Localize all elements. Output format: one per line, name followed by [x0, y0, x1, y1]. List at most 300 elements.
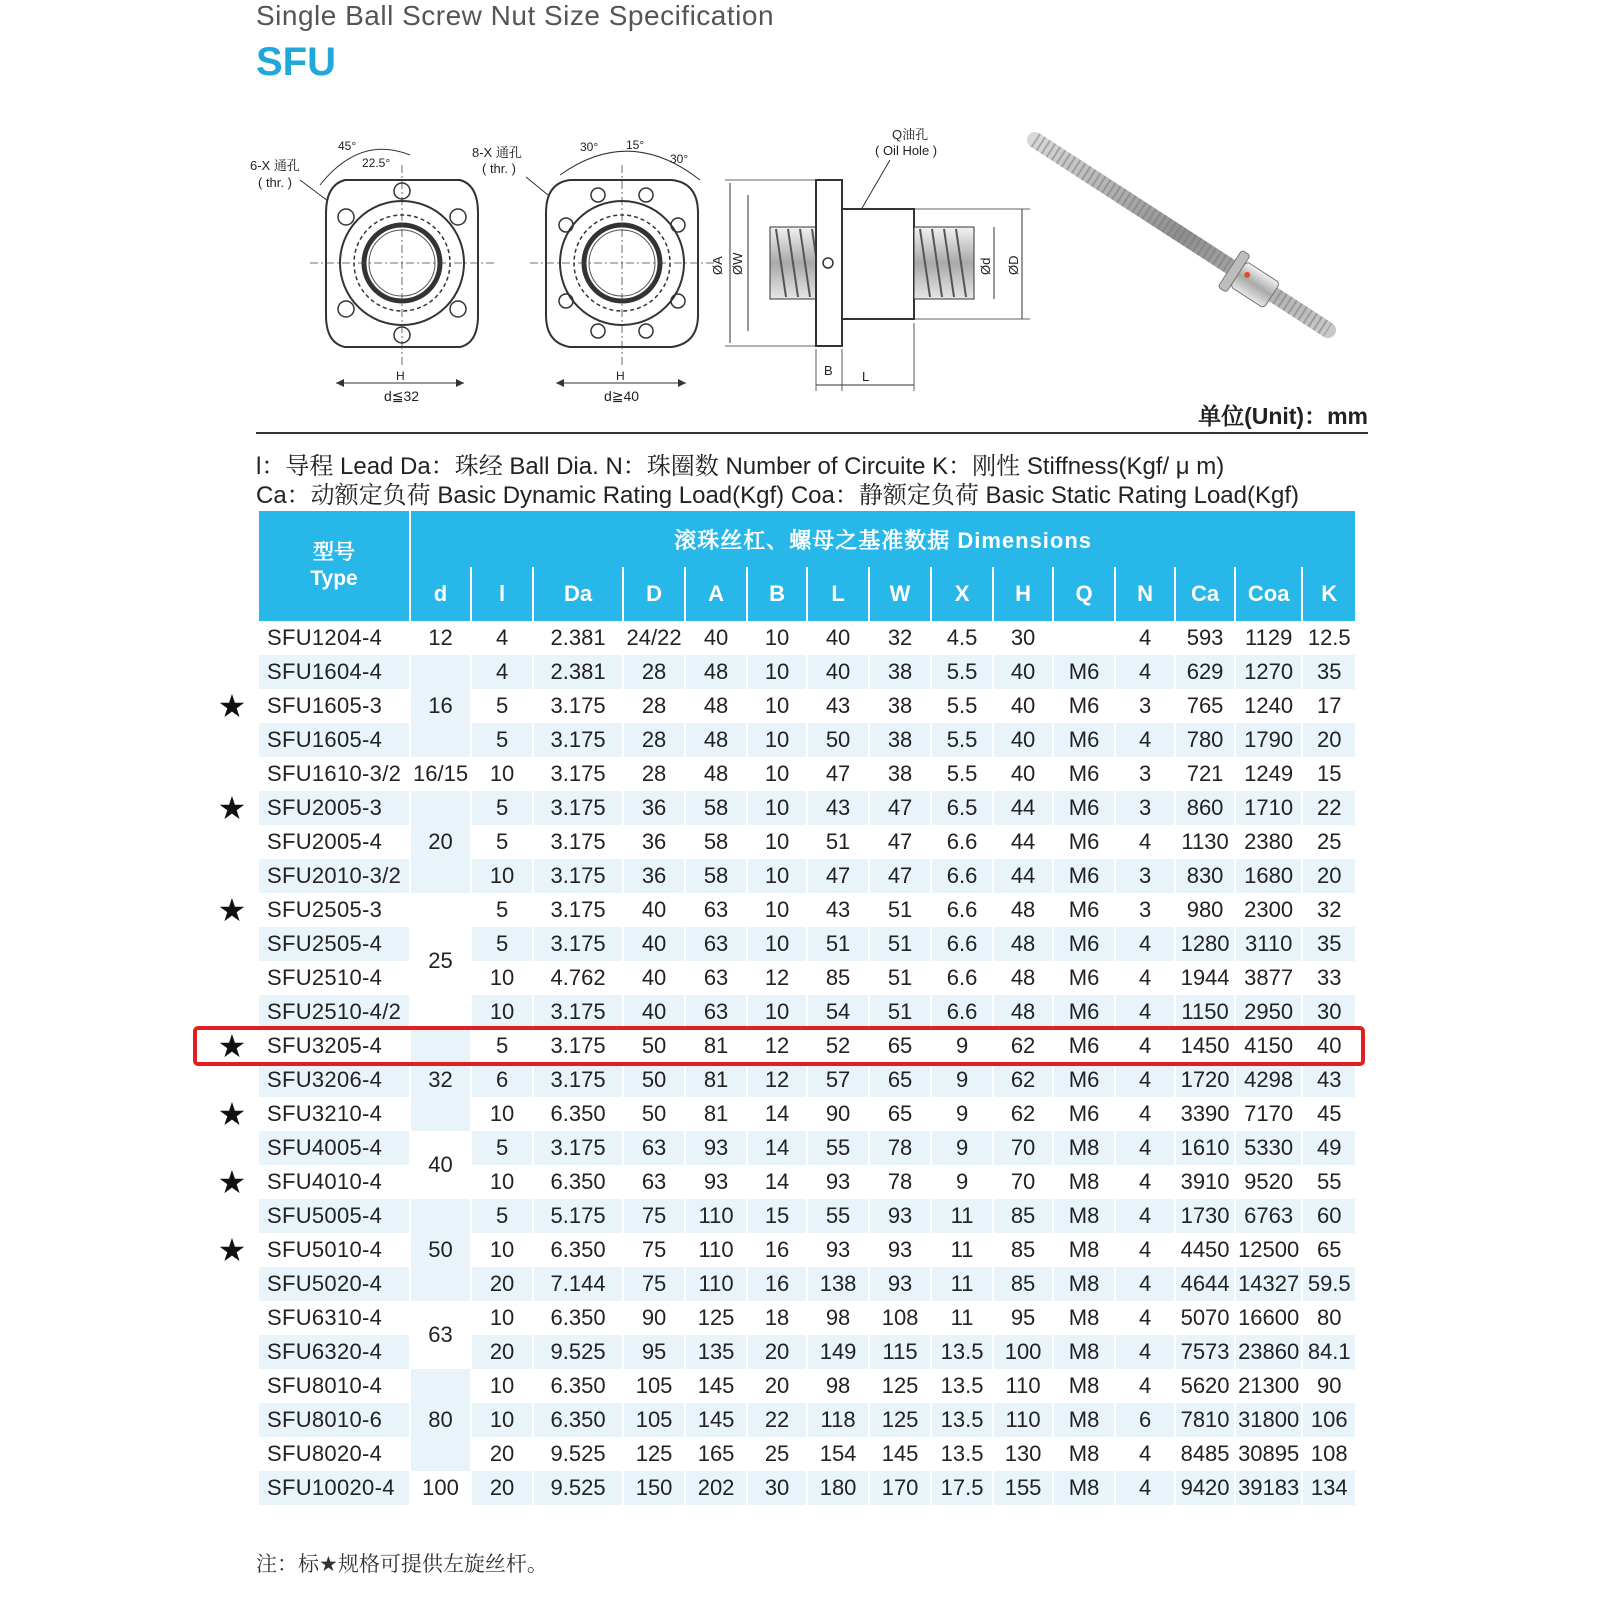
- cell-w: 145: [881, 1441, 919, 1466]
- cell-k: 12.5: [1307, 625, 1351, 650]
- cell-a: 63: [703, 897, 729, 922]
- cell-d: 75: [624, 1267, 684, 1301]
- cell-k: 134: [1303, 1471, 1355, 1505]
- cell-a: 81: [703, 1033, 729, 1058]
- cell-q: M6: [1054, 995, 1114, 1029]
- cell-l: 55: [808, 1131, 868, 1165]
- cell-ca: 1280: [1176, 927, 1234, 961]
- cell-l: 52: [825, 1033, 851, 1058]
- legend-line-2: Ca：动额定负荷 Basic Dynamic Rating Load(Kgf) Coa：静额定负荷 Basic Static Rating Load(Kgf): [256, 482, 1300, 509]
- cell-k: 84.1: [1303, 1335, 1355, 1369]
- cell-a: 58: [703, 829, 729, 854]
- cell-w: 93: [887, 1237, 913, 1262]
- cell-d: 28: [641, 693, 667, 718]
- cell-ca: 3910: [1180, 1169, 1230, 1194]
- cell-l: 98: [825, 1373, 851, 1398]
- model-type: SFU1605-3: [267, 693, 383, 718]
- cell-w: 38: [870, 655, 930, 689]
- cell-x: 5.5: [946, 761, 978, 786]
- cell-a: 81: [703, 1101, 729, 1126]
- cell-l: 4: [472, 655, 532, 689]
- holes-label: 6-X 通孔: [250, 158, 300, 173]
- column-header-d: D: [624, 567, 684, 621]
- cell-h: 44: [1010, 829, 1036, 854]
- star-icon: ★: [217, 1232, 247, 1268]
- cell-q: M8: [1068, 1305, 1100, 1330]
- cell-coa: 1240: [1244, 693, 1294, 718]
- cell-q: M6: [1054, 791, 1114, 825]
- cell-coa: 23860: [1236, 1335, 1301, 1369]
- cell-h: 44: [994, 859, 1052, 893]
- cell-x: 11: [932, 1199, 992, 1233]
- cell-coa: 12500: [1238, 1237, 1300, 1262]
- cell-ca: 8485: [1180, 1441, 1230, 1466]
- cell-k: 22: [1303, 791, 1355, 825]
- cell-a: 202: [686, 1471, 746, 1505]
- model-type: SFU1604-4: [259, 655, 409, 689]
- cell-w: 51: [887, 965, 913, 990]
- cell-k: 33: [1317, 965, 1342, 990]
- cell-d: 24/22: [626, 625, 682, 650]
- cell-b: 10: [748, 995, 806, 1029]
- cell-d: 150: [624, 1471, 684, 1505]
- cell-k: 35: [1303, 927, 1355, 961]
- cell-x: 13.5: [940, 1373, 984, 1398]
- cell-ca: 765: [1186, 693, 1224, 718]
- cell-a: 58: [686, 859, 746, 893]
- model-type: SFU5010-4: [267, 1237, 383, 1262]
- cell-k: 108: [1310, 1441, 1348, 1466]
- column-header-h: H: [994, 567, 1052, 621]
- cell-ca: 4450: [1180, 1237, 1230, 1262]
- thr-label: ( thr. ): [482, 161, 516, 176]
- cell-da: 6.350: [550, 1169, 606, 1194]
- cell-ca: 830: [1176, 859, 1234, 893]
- cell-q: M8: [1068, 1373, 1100, 1398]
- cell-q: M8: [1054, 1267, 1114, 1301]
- cell-q: M8: [1054, 1199, 1114, 1233]
- cell-x: 13.5: [932, 1335, 992, 1369]
- table-row: [259, 791, 1355, 825]
- dimensions-header: 滚珠丝杠、螺母之基准数据 Dimensions: [411, 511, 1355, 567]
- cell-ca: 5070: [1180, 1305, 1230, 1330]
- cell-w: 65: [870, 1063, 930, 1097]
- column-header-w: W: [870, 567, 930, 621]
- column-header-n: N: [1116, 567, 1174, 621]
- model-type: SFU8010-4: [267, 1373, 383, 1398]
- cell-b: 14: [764, 1101, 790, 1126]
- cell-coa: 7170: [1244, 1101, 1294, 1126]
- cell-x: 6.6: [946, 897, 978, 922]
- cell-d: 36: [624, 791, 684, 825]
- cell-coa: 5330: [1236, 1131, 1301, 1165]
- cell-a: 48: [686, 655, 746, 689]
- cell-l: 10: [472, 995, 532, 1029]
- model-type: SFU3210-4: [267, 1101, 383, 1126]
- cell-w: 51: [870, 927, 930, 961]
- cell-b: 10: [748, 927, 806, 961]
- column-header-coa: Coa: [1236, 567, 1301, 621]
- cell-l: 138: [808, 1267, 868, 1301]
- cell-h: 130: [1004, 1441, 1042, 1466]
- cell-w: 47: [870, 791, 930, 825]
- cell-l: 10: [489, 1101, 515, 1126]
- cell-x: 5.5: [946, 693, 978, 718]
- cell-n: 4: [1116, 1335, 1174, 1369]
- cell-coa: 4298: [1236, 1063, 1301, 1097]
- cell-a: 58: [686, 791, 746, 825]
- cell-x: 17.5: [932, 1471, 992, 1505]
- cell-d: 40: [624, 927, 684, 961]
- cell-w: 93: [870, 1199, 930, 1233]
- cell-d: 28: [641, 761, 667, 786]
- column-header-d: d: [411, 567, 470, 621]
- column-header-l: L: [808, 567, 868, 621]
- table-row: [259, 1199, 1355, 1233]
- cell-k: 15: [1317, 761, 1342, 786]
- dim-a-label: ØA: [710, 256, 725, 275]
- cell-q: M6: [1068, 965, 1100, 990]
- cell-d: 50: [624, 1063, 684, 1097]
- model-type: SFU2505-4: [259, 927, 409, 961]
- cell-n: 4: [1116, 1131, 1174, 1165]
- flange-view-large: [472, 138, 715, 404]
- cell-a: 145: [697, 1373, 735, 1398]
- cell-q: M6: [1068, 693, 1100, 718]
- cell-l: 85: [825, 965, 851, 990]
- cell-w: 38: [887, 761, 913, 786]
- cell-n: 4: [1138, 1373, 1152, 1398]
- cell-a: 63: [686, 995, 746, 1029]
- cell-coa: 31800: [1236, 1403, 1301, 1437]
- cell-da: 3.175: [534, 791, 622, 825]
- cell-n: 3: [1116, 859, 1174, 893]
- model-type: SFU2005-4: [267, 829, 383, 854]
- h-label: H: [616, 369, 625, 383]
- cell-l: 54: [808, 995, 868, 1029]
- cell-a: 135: [686, 1335, 746, 1369]
- cell-l: 93: [825, 1237, 851, 1262]
- cell-ca: 1730: [1176, 1199, 1234, 1233]
- diameter-group: 50: [411, 1199, 470, 1301]
- table-row: [259, 621, 1355, 655]
- cell-q: M8: [1054, 1403, 1114, 1437]
- model-type: SFU2505-3: [267, 897, 383, 922]
- column-header-a: A: [686, 567, 746, 621]
- dim-w-label: ØW: [730, 252, 745, 275]
- cell-da: 3.175: [534, 859, 622, 893]
- cell-k: 35: [1303, 655, 1355, 689]
- cell-q: M8: [1054, 1131, 1114, 1165]
- cell-q: M8: [1068, 1237, 1100, 1262]
- diameter-group: 20: [411, 791, 470, 893]
- cell-k: 65: [1317, 1237, 1342, 1262]
- table-row: [259, 1471, 1355, 1505]
- cell-a: 110: [686, 1199, 746, 1233]
- cell-ca: 1610: [1176, 1131, 1234, 1165]
- cell-w: 32: [887, 625, 913, 650]
- cell-h: 48: [994, 927, 1052, 961]
- cell-w: 78: [870, 1131, 930, 1165]
- model-type: SFU10020-4: [259, 1471, 409, 1505]
- cell-l: 5: [472, 927, 532, 961]
- cell-l: 40: [825, 625, 851, 650]
- cell-da: 6.350: [534, 1403, 622, 1437]
- cell-h: 110: [1005, 1373, 1041, 1398]
- cell-a: 110: [686, 1267, 746, 1301]
- cell-b: 20: [764, 1373, 790, 1398]
- cell-l: 6: [472, 1063, 532, 1097]
- cell-l: 10: [489, 1373, 515, 1398]
- cell-b: 10: [764, 897, 790, 922]
- nut-drawings: [250, 125, 1370, 425]
- cell-n: 4: [1138, 829, 1152, 854]
- cell-k: 30: [1303, 995, 1355, 1029]
- cell-q: M6: [1068, 897, 1100, 922]
- cell-x: 11: [932, 1267, 992, 1301]
- cell-da: 3.175: [534, 723, 622, 757]
- cell-n: 4: [1116, 655, 1174, 689]
- dim-l-label: L: [862, 369, 870, 384]
- table-row: [259, 893, 1355, 927]
- cell-d: 50: [641, 1101, 667, 1126]
- model-type: SFU2005-3: [259, 791, 409, 825]
- cell-l: 40: [808, 655, 868, 689]
- cell-a: 93: [703, 1169, 729, 1194]
- cell-q: M6: [1054, 1063, 1114, 1097]
- cell-n: 6: [1116, 1403, 1174, 1437]
- cell-da: 3.175: [534, 995, 622, 1029]
- angle-label: 45°: [338, 139, 357, 153]
- column-header-k: K: [1303, 567, 1355, 621]
- cell-l: 154: [819, 1441, 857, 1466]
- model-type: SFU2010-3/2: [259, 859, 409, 893]
- cell-da: 6.350: [550, 1305, 606, 1330]
- dim-b-label: B: [824, 363, 833, 378]
- cell-da: 2.381: [534, 655, 622, 689]
- cell-q: M6: [1068, 1101, 1100, 1126]
- cell-x: 6.6: [932, 859, 992, 893]
- cell-da: 9.525: [550, 1441, 606, 1466]
- cell-da: 3.175: [550, 1033, 606, 1058]
- model-type: SFU8020-4: [267, 1441, 383, 1466]
- cell-h: 40: [1010, 693, 1036, 718]
- model-type: SFU2510-4/2: [259, 995, 409, 1029]
- model-type: SFU5005-4: [259, 1199, 409, 1233]
- column-header-q: Q: [1054, 567, 1114, 621]
- flange-view-small: [250, 139, 495, 404]
- cell-w: 65: [887, 1101, 913, 1126]
- cell-b: 12: [764, 965, 790, 990]
- cell-ca: 721: [1186, 761, 1224, 786]
- cell-n: 3: [1116, 791, 1174, 825]
- cell-da: 9.525: [534, 1471, 622, 1505]
- cell-k: 40: [1317, 1033, 1342, 1058]
- dim-d-large-label: ØD: [1006, 255, 1021, 275]
- cell-da: 5.175: [534, 1199, 622, 1233]
- cell-ca: 4644: [1176, 1267, 1234, 1301]
- cell-n: 4: [1138, 1033, 1152, 1058]
- cell-k: 49: [1303, 1131, 1355, 1165]
- diameter-group: 63: [411, 1301, 470, 1369]
- cell-a: 110: [698, 1237, 734, 1262]
- cell-d: 28: [624, 655, 684, 689]
- star-icon: ★: [217, 688, 247, 724]
- table-row: [259, 1131, 1355, 1165]
- cell-d: 63: [641, 1169, 667, 1194]
- cell-l: 5: [472, 723, 532, 757]
- model-type: SFU6310-4: [267, 1305, 383, 1330]
- cell-l: 90: [825, 1101, 851, 1126]
- cell-coa: 4150: [1244, 1033, 1294, 1058]
- cell-x: 5.5: [932, 723, 992, 757]
- cell-d: 95: [624, 1335, 684, 1369]
- cell-b: 22: [748, 1403, 806, 1437]
- cell-l: 20: [472, 1471, 532, 1505]
- cell-l: 20: [472, 1267, 532, 1301]
- ball-screw-photo: [1035, 140, 1328, 330]
- cell-d: 90: [641, 1305, 667, 1330]
- cell-k: 43: [1303, 1063, 1355, 1097]
- cell-da: 3.175: [534, 1131, 622, 1165]
- cell-w: 51: [887, 897, 913, 922]
- cell-a: 125: [697, 1305, 735, 1330]
- cell-da: 6.350: [550, 1101, 606, 1126]
- cell-da: 4.762: [550, 965, 606, 990]
- holes-label: 8-X 通孔: [472, 145, 522, 160]
- cell-k: 55: [1317, 1169, 1342, 1194]
- cell-w: 47: [870, 859, 930, 893]
- cell-da: 3.175: [534, 927, 622, 961]
- cell-h: 40: [994, 723, 1052, 757]
- cell-b: 10: [764, 761, 790, 786]
- cell-ca: 7810: [1176, 1403, 1234, 1437]
- cell-l: 10: [489, 1169, 515, 1194]
- cell-l: 5: [472, 791, 532, 825]
- cell-q: M8: [1054, 1471, 1114, 1505]
- cell-n: 4: [1116, 1199, 1174, 1233]
- cell-b: 30: [748, 1471, 806, 1505]
- cell-q: M6: [1068, 761, 1100, 786]
- cell-x: 9: [955, 1169, 969, 1194]
- cell-coa: 1270: [1236, 655, 1301, 689]
- cell-a: 145: [686, 1403, 746, 1437]
- cell-n: 4: [1116, 1063, 1174, 1097]
- cell-w: 108: [881, 1305, 919, 1330]
- cell-l: 43: [825, 897, 851, 922]
- table-row: [259, 655, 1355, 689]
- cell-n: 3: [1138, 693, 1152, 718]
- cell-coa: 21300: [1238, 1373, 1300, 1398]
- cell-n: 4: [1116, 1471, 1174, 1505]
- cell-a: 48: [703, 761, 729, 786]
- table-row: [259, 757, 1355, 791]
- cell-b: 18: [764, 1305, 790, 1330]
- cell-ca: 3390: [1180, 1101, 1230, 1126]
- cell-n: 4: [1138, 1441, 1152, 1466]
- cell-ca: 1450: [1180, 1033, 1230, 1058]
- cell-h: 48: [1010, 897, 1036, 922]
- cell-a: 40: [703, 625, 729, 650]
- cell-da: 2.381: [550, 625, 606, 650]
- cell-ca: 980: [1186, 897, 1224, 922]
- cell-coa: 1680: [1236, 859, 1301, 893]
- cell-x: 6.6: [946, 829, 978, 854]
- model-type: SFU2510-4: [267, 965, 383, 990]
- cell-l: 20: [489, 1441, 515, 1466]
- cell-ca: 629: [1176, 655, 1234, 689]
- cell-w: 78: [887, 1169, 913, 1194]
- diameter-group: 100: [411, 1471, 470, 1505]
- cell-q: M6: [1068, 1033, 1100, 1058]
- cell-d: 36: [624, 859, 684, 893]
- table-row: [259, 1301, 1355, 1335]
- cell-l: 5: [495, 693, 509, 718]
- cell-w: 170: [870, 1471, 930, 1505]
- cell-k: 60: [1303, 1199, 1355, 1233]
- cell-b: 12: [764, 1033, 790, 1058]
- cell-l: 10: [472, 1403, 532, 1437]
- cell-q: M6: [1054, 859, 1114, 893]
- model-type: SFU8010-6: [259, 1403, 409, 1437]
- cell-n: 4: [1138, 1101, 1152, 1126]
- cell-n: 4: [1116, 723, 1174, 757]
- cell-a: 63: [686, 927, 746, 961]
- cell-coa: 16600: [1238, 1305, 1300, 1330]
- cell-coa: 2300: [1244, 897, 1294, 922]
- cell-da: 3.175: [550, 897, 606, 922]
- model-type: SFU1610-3/2: [267, 761, 402, 786]
- cell-l: 57: [808, 1063, 868, 1097]
- cell-q: M8: [1068, 1441, 1100, 1466]
- cell-b: 15: [748, 1199, 806, 1233]
- cell-k: 32: [1317, 897, 1342, 922]
- cell-l: 5: [495, 1033, 509, 1058]
- type-header-en: Type: [310, 567, 358, 590]
- cell-coa: 1710: [1236, 791, 1301, 825]
- cell-w: 125: [870, 1403, 930, 1437]
- page-heading: Single Ball Screw Nut Size Specification: [256, 0, 775, 31]
- cell-h: 44: [994, 791, 1052, 825]
- cell-x: 13.5: [932, 1403, 992, 1437]
- model-type: SFU1605-4: [259, 723, 409, 757]
- cell-l: 51: [808, 927, 868, 961]
- diameter-group: 16/15: [411, 757, 470, 791]
- cell-x: 5.5: [932, 655, 992, 689]
- cell-l: 149: [808, 1335, 868, 1369]
- cell-k: 90: [1317, 1373, 1342, 1398]
- cell-n: 4: [1138, 625, 1152, 650]
- cell-b: 20: [748, 1335, 806, 1369]
- cell-q: M8: [1068, 1169, 1100, 1194]
- cell-b: 16: [764, 1237, 790, 1262]
- diameter-group: 25: [411, 893, 470, 1029]
- cell-q: M8: [1054, 1335, 1114, 1369]
- diameter-group: 40: [411, 1131, 470, 1199]
- cell-coa: 3110: [1236, 927, 1301, 961]
- cell-x: 11: [950, 1237, 974, 1262]
- cell-q: M6: [1068, 829, 1100, 854]
- column-header-x: X: [932, 567, 992, 621]
- cell-d: 40: [641, 897, 667, 922]
- cell-l: 10: [472, 859, 532, 893]
- cell-x: 11: [950, 1305, 974, 1330]
- series-title: SFU: [256, 40, 336, 84]
- cell-l: 50: [808, 723, 868, 757]
- cell-w: 38: [870, 723, 930, 757]
- cell-h: 48: [994, 995, 1052, 1029]
- cell-h: 85: [994, 1199, 1052, 1233]
